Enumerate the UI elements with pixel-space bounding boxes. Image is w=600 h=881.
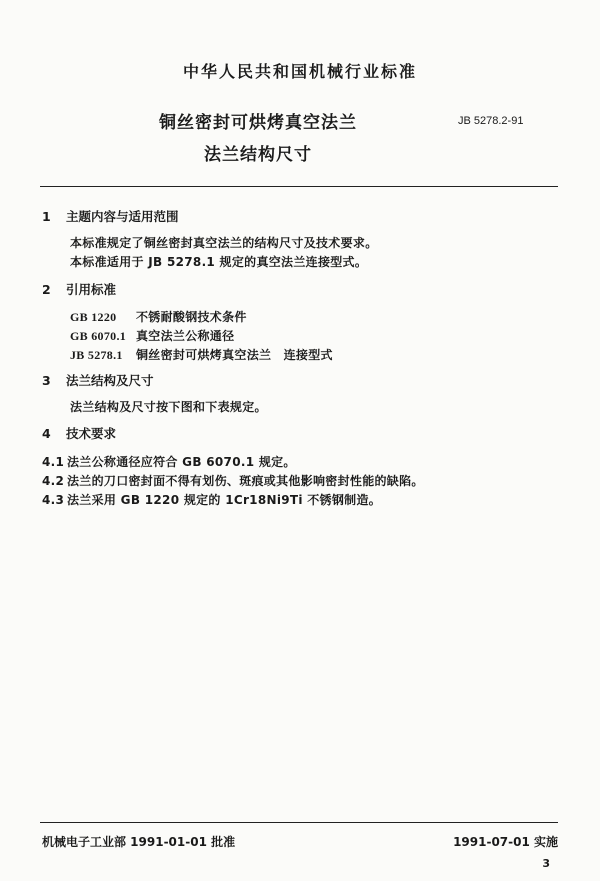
requirement-item	[42, 456, 296, 468]
approval-note: 机械电子工业部 1991-01-01 批准	[42, 835, 236, 849]
item-text: 法兰采用 GB 1220 规定的 1Cr18Ni9Ti 不锈钢制造。	[67, 493, 382, 507]
section-number: 3	[42, 373, 51, 388]
section-title: 主题内容与适用范围	[66, 209, 179, 224]
reference-name: 铜丝密封可烘烤真空法兰 连接型式	[136, 348, 333, 362]
item-text: 法兰公称通径应符合 GB 6070.1 规定。	[67, 455, 296, 469]
requirement-item	[42, 475, 424, 487]
paragraph: 本标准适用于 JB 5278.1 规定的真空法兰连接型式。	[70, 255, 368, 269]
paragraph: 法兰结构及尺寸按下图和下表规定。	[70, 400, 267, 414]
item-number: 4.3	[42, 493, 65, 507]
section-1-heading	[42, 211, 179, 224]
section-4-heading	[42, 428, 116, 441]
reference-item	[70, 349, 333, 361]
page-number: 3	[542, 857, 550, 870]
requirement-item	[42, 494, 381, 506]
section-2-heading	[42, 284, 116, 297]
issuer-header: 中华人民共和国机械行业标准	[182, 62, 417, 81]
standard-code: JB 5278.2-91	[458, 115, 524, 127]
effective-date: 1991-07-01 实施	[453, 835, 558, 849]
reference-name: 不锈耐酸钢技术条件	[136, 310, 247, 324]
reference-item	[70, 311, 247, 323]
item-number: 4.2	[42, 474, 65, 488]
reference-code: JB 5278.1	[70, 348, 123, 362]
section-number: 4	[42, 426, 51, 441]
section-title: 法兰结构及尺寸	[66, 373, 154, 388]
reference-code: GB 6070.1	[70, 329, 127, 343]
document-subtitle: 法兰结构尺寸	[204, 145, 312, 165]
reference-code: GB 1220	[70, 310, 117, 324]
reference-item	[70, 330, 234, 342]
document-title: 铜丝密封可烘烤真空法兰	[159, 113, 357, 133]
item-number: 4.1	[42, 455, 65, 469]
footer-divider	[40, 822, 558, 823]
section-title: 技术要求	[66, 426, 117, 441]
paragraph: 本标准规定了铜丝密封真空法兰的结构尺寸及技术要求。	[70, 236, 378, 250]
section-number: 1	[42, 209, 51, 224]
section-number: 2	[42, 282, 51, 297]
header-divider	[40, 186, 558, 187]
section-title: 引用标准	[66, 282, 117, 297]
item-text: 法兰的刀口密封面不得有划伤、斑痕或其他影响密封性能的缺陷。	[67, 474, 424, 488]
section-3-heading	[42, 375, 154, 388]
reference-name: 真空法兰公称通径	[136, 329, 235, 343]
